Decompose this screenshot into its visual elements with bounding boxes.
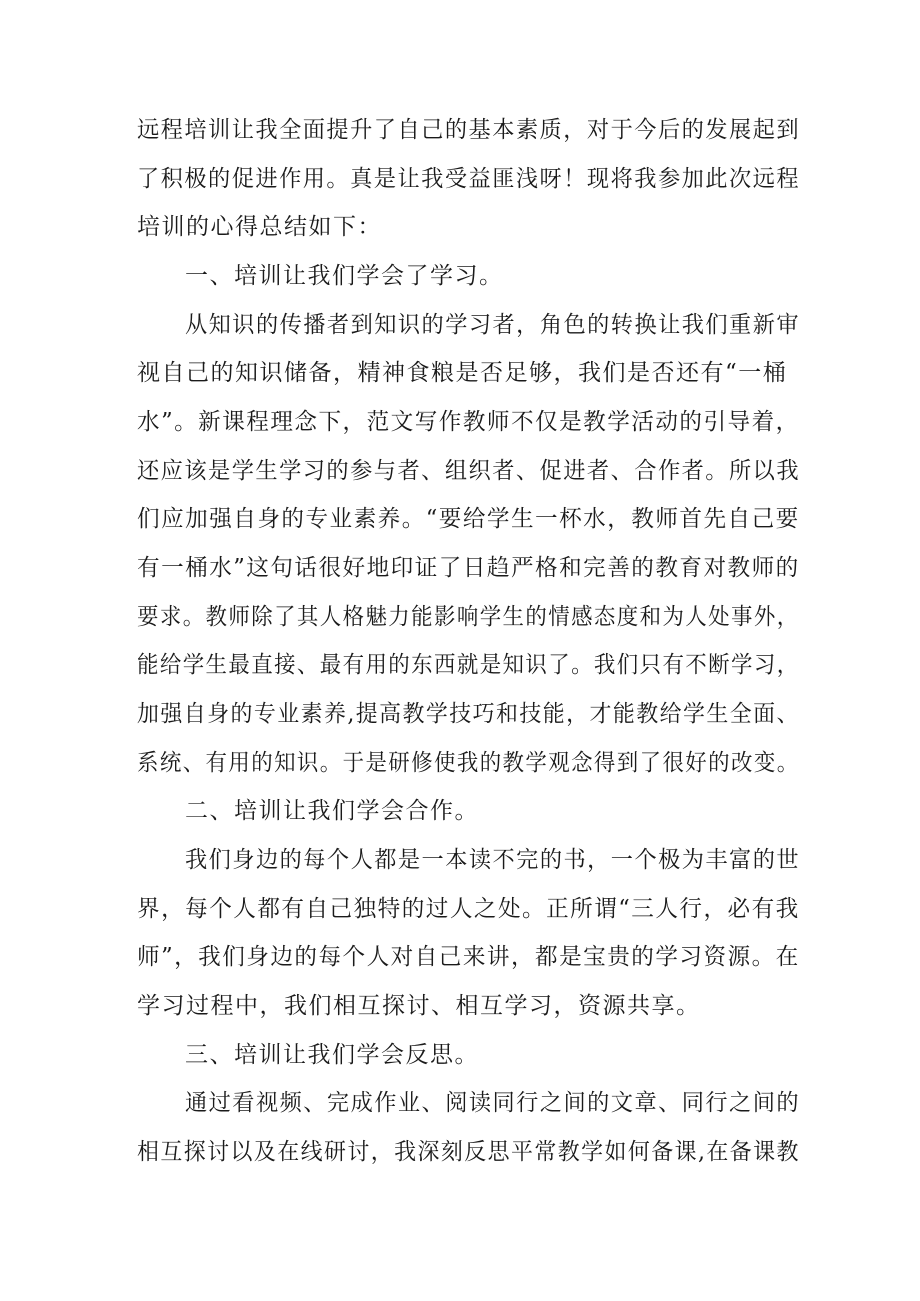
section-heading: 二、培训让我们学会合作。 — [185, 798, 479, 824]
paragraph-line: 能给学生最直接、最有用的东西就是知识了。我们只有不断学习， — [137, 652, 800, 678]
paragraph-line: 界，每个人都有自己独特的过人之处。正所谓“三人行，必有我 — [137, 896, 800, 922]
paragraph-line: 学习过程中，我们相互探讨、相互学习，资源共享。 — [137, 993, 701, 1019]
paragraph-line: 要求。教师除了其人格魅力能影响学生的情感态度和为人处事外， — [137, 604, 800, 630]
paragraph-line: 系统、有用的知识。于是研修使我的教学观念得到了很好的改变。 — [137, 750, 800, 776]
paragraph-line: 通过看视频、完成作业、阅读同行之间的文章、同行之间的 — [185, 1090, 801, 1116]
paragraph-line: 加强自身的专业素养,提高教学技巧和技能，才能教给学生全面、 — [137, 701, 800, 727]
paragraph-line: 有一桶水”这句话很好地印证了日趋严格和完善的教育对教师的 — [137, 555, 800, 581]
paragraph-line: 们应加强自身的专业素养。“要给学生一杯水，教师首先自己要 — [137, 506, 800, 532]
paragraph-line: 了积极的促进作用。真是让我受益匪浅呀！现将我参加此次远程 — [137, 166, 801, 192]
paragraph-line: 师”，我们身边的每个人对自己来讲，都是宝贵的学习资源。在 — [137, 944, 800, 970]
paragraph-line: 视自己的知识储备，精神食粮是否足够，我们是否还有“一桶 — [137, 360, 788, 386]
section-heading: 一、培训让我们学会了学习。 — [185, 263, 504, 289]
paragraph-line: 我们身边的每个人都是一本读不完的书，一个极为丰富的世 — [185, 847, 801, 873]
paragraph-line: 从知识的传播者到知识的学习者，角色的转换让我们重新审 — [185, 312, 801, 338]
paragraph-line: 远程培训让我全面提升了自己的基本素质，对于今后的发展起到 — [137, 117, 801, 143]
paragraph-line: 还应该是学生学习的参与者、组织者、促进者、合作者。所以我 — [137, 458, 801, 484]
paragraph-line: 培训的心得总结如下： — [137, 214, 382, 240]
paragraph-line: 相互探讨以及在线研讨，我深刻反思平常教学如何备课,在备课教 — [137, 1139, 800, 1165]
paragraph-line: 水”。新课程理念下，范文写作教师不仅是教学活动的引导着， — [137, 409, 800, 435]
section-heading: 三、培训让我们学会反思。 — [185, 1042, 479, 1068]
